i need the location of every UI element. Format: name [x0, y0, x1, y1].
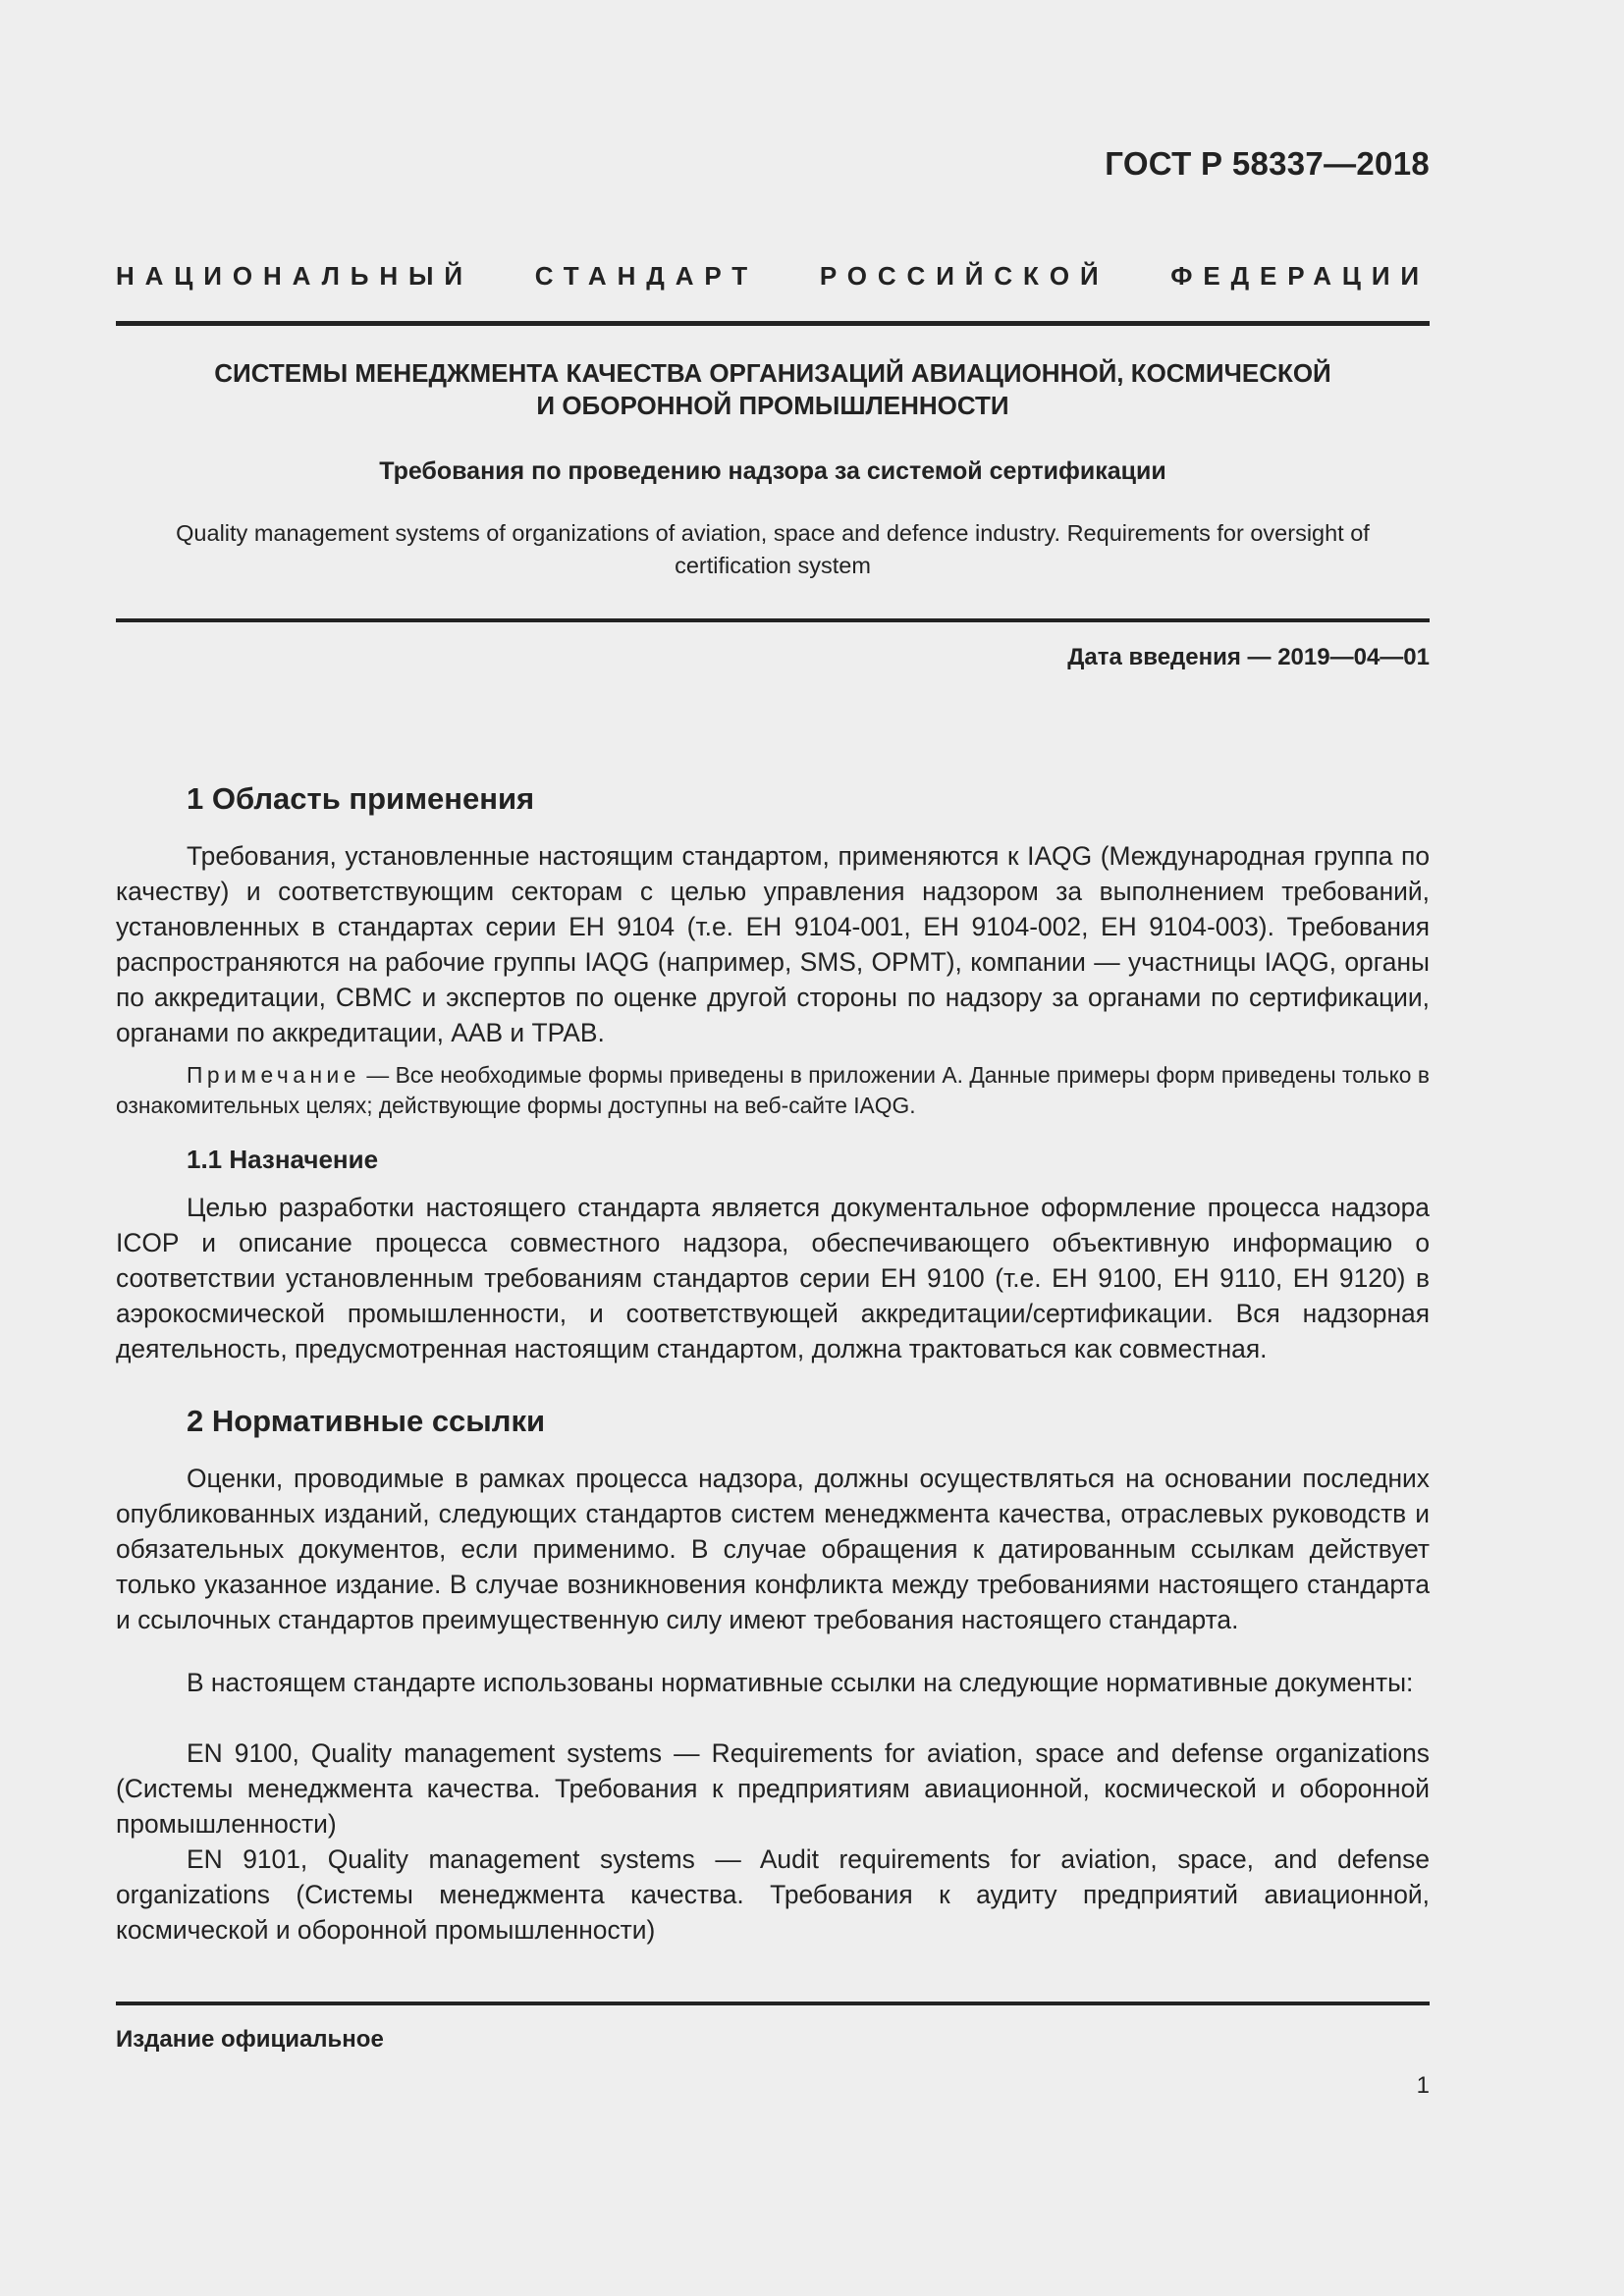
english-title-line-1: Quality management systems of organizations of aviation, space and defence industry. Requirements for oversight of: [176, 520, 1370, 546]
introduction-date: Дата введения — 2019—04—01: [1067, 644, 1430, 670]
section-2-heading: 2 Нормативные ссылки: [187, 1404, 546, 1438]
section-2-paragraph-1: Оценки, проводимые в рамках процесса надзора, должны осуществляться на основании последних опубликованных изданий, следующих стандартов систем менеджмента качества, отраслевых руководств и обязательных документов, если применимо. В случае обращения к датированным ссылкам действует только указанное издание. В случае возникновения конфликта между требованиями настоящего стандарта и ссылочных стандартов преимущественную силу имеют требования настоящего стандарта.: [116, 1464, 1430, 1635]
section-2-paragraph-2: В настоящем стандарте использованы нормативные ссылки на следующие нормативные документы:: [187, 1668, 1414, 1697]
reference-en-9100: EN 9100, Quality management systems — Requirements for aviation, space and defense organizations (Системы менеджмента качества. Требования к предприятиям авиационной, космической и оборонной промышленности): [116, 1738, 1430, 1840]
footer-divider: [116, 2002, 1430, 2005]
section-1-note: [116, 1060, 1430, 1121]
title-line-1: СИСТЕМЫ МЕНЕДЖМЕНТА КАЧЕСТВА ОРГАНИЗАЦИЙ АВИАЦИОННОЙ, КОСМИЧЕСКОЙ: [214, 358, 1331, 388]
section-1-paragraph: Требования, установленные настоящим стандартом, применяются к IAQG (Международная группа по качеству) и соответствующим секторам с целью управления надзором за выполнением требований, установленных в стандартах серии ЕН 9104 (т.е. ЕН 9104-001, ЕН 9104-002, ЕН 9104-003). Требования распространяются на рабочие группы IAQG (например, SMS, OPMT), компании — участницы IAQG, органы по аккредитации, СВМС и экспертов по оценке другой стороны по надзору за органами по сертификации, органами по аккредитации, AAB и TPAB.: [116, 841, 1430, 1048]
note-text: — Все необходимые формы приведены в приложении А. Данные примеры форм приведены только в ознакомительных целях; действующие формы доступны на веб-сайте IAQG.: [116, 1062, 1430, 1118]
header-divider: [116, 321, 1430, 326]
reference-en-9101: EN 9101, Quality management systems — Audit requirements for aviation, space, and defense organizations (Системы менеджмента качества. Требования к аудиту предприятий авиационной, космической и оборонной промышленности): [116, 1844, 1430, 1946]
section-1-heading: 1 Область применения: [187, 781, 535, 816]
document-subtitle: Требования по проведению надзора за системой сертификации: [379, 457, 1166, 485]
title-divider: [116, 618, 1430, 622]
english-title: [116, 517, 1430, 582]
section-1-1-heading: 1.1 Назначение: [187, 1145, 379, 1174]
page-number: 1: [1416, 2072, 1430, 2099]
note-label: Примечание: [187, 1062, 360, 1088]
section-1-1-paragraph: Целью разработки настоящего стандарта является документальное оформление процесса надзора ICOP и описание процесса совместного надзора, обеспечивающего объективную информацию о соответствии установленным требованиям стандартов серии ЕН 9100 (т.е. ЕН 9100, ЕН 9110, ЕН 9120) в аэрокосмической промышленности, и соответствующей аккредитации/сертификации. Вся надзорная деятельность, предусмотренная настоящим стандартом, должна трактоваться как совместная.: [116, 1193, 1430, 1364]
national-standard-header: НАЦИОНАЛЬНЫЙ СТАНДАРТ РОССИЙСКОЙ ФЕДЕРАЦИИ: [116, 261, 1430, 291]
gost-number: ГОСТ Р 58337—2018: [1105, 145, 1430, 182]
document-title: [116, 357, 1430, 422]
title-line-2: И ОБОРОННОЙ ПРОМЫШЛЕННОСТИ: [536, 391, 1009, 420]
official-edition-label: Издание официальное: [116, 2026, 384, 2053]
english-title-line-2: certification system: [675, 553, 871, 578]
